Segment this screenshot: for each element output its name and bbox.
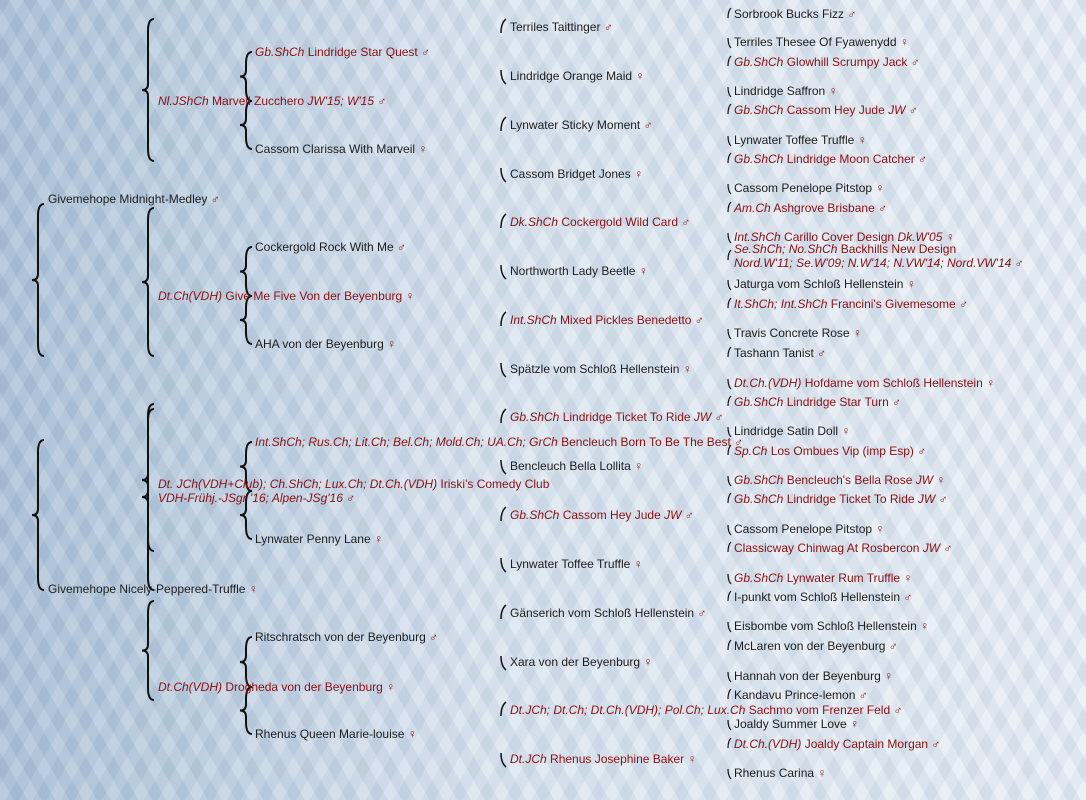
gen2-entry[interactable] — [255, 142, 427, 156]
gen3-entry[interactable] — [510, 264, 648, 278]
entry-name: Francini's Givemesome — [830, 297, 956, 311]
gen4-entry[interactable] — [734, 326, 862, 340]
gen2-entry[interactable] — [255, 337, 396, 351]
entry-name: Lynwater Toffee Truffle — [510, 557, 631, 571]
entry-title: Gb.ShCh — [255, 45, 305, 59]
gen1-entry[interactable] — [158, 289, 414, 303]
gen4-entry[interactable] — [734, 522, 884, 536]
female-icon: ♀ — [942, 230, 955, 244]
entry-name: Los Ombues Vip (imp Esp) — [770, 444, 914, 458]
brace-gen2 — [240, 687, 252, 734]
gen2-entry[interactable] — [255, 435, 743, 449]
entry-name: Backhills New Design — [840, 242, 957, 256]
male-icon: ♂ — [888, 395, 902, 409]
entry-name: Cassom Clarissa With Marveil — [255, 142, 416, 156]
entry-name: Cassom Penelope Pitstop — [734, 522, 873, 536]
male-icon: ♂ — [844, 7, 857, 21]
brace-gen3 — [501, 363, 506, 377]
brace-gen3 — [501, 656, 506, 670]
gen3-entry[interactable] — [510, 655, 652, 669]
entry-title: It.ShCh; Int.ShCh — [734, 297, 828, 311]
brace-gen3 — [501, 312, 506, 326]
brace-gen4 — [728, 38, 731, 48]
brace-gen4 — [728, 184, 731, 194]
entry-suffix: JW — [917, 492, 936, 506]
brace-gen4 — [728, 672, 731, 682]
female-icon: ♀ — [846, 717, 860, 731]
brace-gen4 — [728, 233, 731, 243]
male-icon: ♂ — [374, 94, 387, 108]
entry-name: Lindridge Saffron — [734, 84, 826, 98]
female-icon: ♀ — [872, 522, 885, 536]
female-icon: ♀ — [640, 655, 653, 669]
male-icon: ♂ — [813, 346, 827, 360]
entry-name: Glowhill Scrumpy Jack — [786, 55, 908, 69]
entry-title: Dt.Ch(VDH) — [158, 289, 223, 303]
brace-gen3 — [501, 558, 506, 572]
entry-name: Rhenus Carina — [734, 766, 815, 780]
male-icon: ♂ — [874, 201, 888, 215]
female-icon: ♀ — [383, 337, 397, 351]
entry-name: Classicway Chinwag At Rosbercon — [734, 541, 920, 555]
entry-name: Northworth Lady Beetle — [510, 264, 636, 278]
gen3-entry[interactable] — [510, 167, 643, 181]
entry-name: Lynwater Toffee Truffle — [734, 133, 855, 147]
brace-gen4 — [728, 298, 731, 308]
gen4-entry[interactable] — [734, 7, 856, 21]
male-icon: ♂ — [342, 491, 356, 505]
entry-name: Ritschratsch von der Beyenburg — [255, 630, 426, 644]
gen4-entry[interactable] — [734, 133, 867, 147]
entry-title: Dt.JCh; Dt.Ch; Dt.Ch.(VDH); Pol.Ch; Lux.Ch — [510, 703, 746, 717]
entry-name: Cockergold Wild Card — [561, 215, 679, 229]
gen3-entry[interactable] — [510, 557, 643, 571]
female-icon: ♀ — [933, 473, 946, 487]
brace-gen3 — [501, 753, 506, 767]
male-icon: ♂ — [640, 118, 653, 132]
brace-gen4 — [728, 622, 731, 632]
entry-title: Dt.JCh — [510, 752, 547, 766]
entry-name: Travis Concrete Rose — [734, 326, 850, 340]
entry-title: Gb.ShCh — [510, 410, 560, 424]
female-icon: ♀ — [630, 459, 644, 473]
gen4-entry[interactable] — [734, 717, 859, 731]
entry-name: Kandavu Prince-lemon — [734, 688, 856, 702]
entry-title: Sp.Ch — [734, 444, 768, 458]
gen3-entry[interactable] — [510, 215, 690, 229]
brace-gen3 — [501, 70, 506, 84]
female-icon: ♀ — [900, 571, 913, 585]
brace-gen0 — [32, 204, 44, 356]
male-icon: ♂ — [900, 590, 913, 604]
male-icon: ♂ — [940, 541, 953, 555]
male-icon: ♂ — [885, 639, 898, 653]
female-icon: ♀ — [632, 69, 645, 83]
male-icon: ♂ — [928, 737, 941, 751]
gen3-entry[interactable] — [510, 410, 724, 424]
entry-title: Se.ShCh; No.ShCh — [734, 242, 838, 256]
entry-name: Lynwater Penny Lane — [255, 532, 371, 546]
entry-name: Givemehope Nicely-Peppered-Truffle — [48, 582, 246, 596]
female-icon: ♀ — [916, 619, 930, 633]
gen3-entry[interactable] — [510, 313, 704, 327]
gen3-entry[interactable] — [510, 703, 902, 717]
male-icon: ♂ — [914, 152, 928, 166]
brace-gen3 — [501, 460, 506, 474]
male-icon: ♂ — [935, 492, 948, 506]
male-icon: ♂ — [393, 240, 407, 254]
male-icon: ♂ — [694, 606, 707, 620]
brace-gen3 — [501, 117, 506, 131]
entry-title: Gb.ShCh — [510, 508, 560, 522]
male-icon: ♂ — [711, 410, 724, 424]
entry-name: Carillo Cover Design — [784, 230, 895, 244]
entry-name: Lindridge Star Turn — [786, 395, 889, 409]
brace-gen3 — [501, 702, 506, 716]
entry-suffix: Nord.W'11; Se.W'09; N.W'14; N.VW'14; Nord.VW'14 — [734, 256, 1012, 270]
entry-title: Int.ShCh — [734, 230, 781, 244]
female-icon: ♀ — [982, 376, 996, 390]
entry-name: Give Me Five Von der Beyenburg — [225, 289, 403, 303]
brace-gen4 — [728, 689, 731, 699]
entry-name: Iriski's Comedy Club — [440, 477, 550, 491]
entry-title: Gb.ShCh — [734, 103, 784, 117]
female-icon: ♀ — [245, 582, 258, 596]
entry-name: Lindridge Satin Doll — [734, 424, 839, 438]
brace-gen4 — [728, 153, 731, 163]
entry-name: Terriles Taittinger — [510, 20, 601, 34]
gen3-entry[interactable] — [510, 69, 644, 83]
entry-name: Bencleuch Bella Lollita — [510, 459, 631, 473]
entry-name: Rhenus Josephine Baker — [550, 752, 685, 766]
entry-name: Spätzle vom Schloß Hellenstein — [510, 362, 680, 376]
brace-gen4 — [728, 87, 731, 97]
brace-gen4 — [728, 396, 731, 406]
brace-gen3 — [501, 19, 506, 33]
male-icon: ♂ — [890, 703, 903, 717]
female-icon: ♀ — [825, 84, 838, 98]
brace-gen4 — [728, 329, 731, 339]
gen2-entry[interactable] — [255, 532, 383, 546]
female-icon: ♀ — [635, 264, 648, 278]
entry-name: Lynwater Rum Truffle — [786, 571, 901, 585]
male-icon: ♂ — [600, 20, 613, 34]
female-icon: ♀ — [404, 727, 417, 741]
brace-gen4 — [728, 525, 731, 535]
gen1-entry[interactable] — [158, 477, 549, 505]
female-icon: ♀ — [684, 752, 697, 766]
gen2-entry[interactable] — [255, 630, 438, 644]
gen4-entry[interactable] — [734, 242, 1024, 270]
brace-gen4 — [728, 591, 731, 601]
gen4-entry[interactable] — [734, 376, 995, 390]
gen4-entry[interactable] — [734, 55, 920, 69]
male-icon: ♂ — [1011, 256, 1024, 270]
gen4-entry[interactable] — [734, 181, 884, 195]
entry-suffix: JW — [693, 410, 712, 424]
gen4-entry[interactable] — [734, 346, 826, 360]
gen1-entry[interactable] — [158, 680, 395, 694]
entry-name: Sachmo vom Frenzer Feld — [748, 703, 891, 717]
entry-name: Gänserich vom Schloß Hellenstein — [510, 606, 695, 620]
male-icon: ♂ — [730, 435, 744, 449]
entry-name: Bencleuch Born To Be The Best — [561, 435, 731, 449]
gen4-entry[interactable] — [734, 395, 901, 409]
female-icon: ♀ — [849, 326, 862, 340]
female-icon: ♀ — [872, 181, 885, 195]
female-icon: ♀ — [370, 532, 383, 546]
brace-gen4 — [728, 720, 731, 730]
entry-suffix: JW — [922, 541, 941, 555]
entry-title: Dt.Ch.(VDH) — [734, 737, 802, 751]
female-icon: ♀ — [903, 277, 916, 291]
entry-title: Dt. JCh(VDH+Club); Ch.ShCh; Lux.Ch; Dt.Ch.(VDH) — [158, 477, 438, 491]
entry-name: Givemehope Midnight-Medley — [48, 192, 208, 206]
gen3-entry[interactable] — [510, 118, 653, 132]
brace-gen4 — [728, 104, 731, 114]
entry-name: Lindridge Orange Maid — [510, 69, 633, 83]
male-icon: ♂ — [425, 630, 439, 644]
entry-name: Marveil Zucchero — [212, 94, 305, 108]
male-icon: ♂ — [417, 45, 431, 59]
entry-title: Int.ShCh; Rus.Ch; Lit.Ch; Bel.Ch; Mold.Ch; UA.Ch; GrCh — [255, 435, 558, 449]
brace-gen4 — [728, 476, 731, 486]
brace-gen4 — [728, 347, 731, 357]
male-icon: ♂ — [905, 103, 918, 117]
entry-title: Gb.ShCh — [734, 473, 784, 487]
female-icon: ♀ — [415, 142, 428, 156]
gen4-entry[interactable] — [734, 688, 868, 702]
brace-gen4 — [728, 640, 731, 650]
brace-gen3 — [501, 265, 506, 279]
entry-name: Lynwater Sticky Moment — [510, 118, 641, 132]
gen4-entry[interactable] — [734, 669, 893, 683]
brace-gen4 — [728, 56, 731, 66]
gen4-entry[interactable] — [734, 766, 826, 780]
entry-name: Cockergold Rock With Me — [255, 240, 394, 254]
entry-name: Joaldy Summer Love — [734, 717, 847, 731]
entry-name: Cassom Bridget Jones — [510, 167, 631, 181]
gen4-entry[interactable] — [734, 571, 912, 585]
female-icon: ♀ — [838, 424, 851, 438]
gen3-entry[interactable] — [510, 20, 613, 34]
gen4-entry[interactable] — [734, 541, 952, 555]
gen2-entry[interactable] — [255, 240, 406, 254]
entry-title: Gb.ShCh — [734, 571, 784, 585]
brace-gen2 — [240, 101, 252, 149]
brace-gen1 — [142, 19, 154, 161]
gen2-entry[interactable] — [255, 727, 417, 741]
gen0-entry[interactable] — [48, 192, 220, 206]
female-icon: ♀ — [630, 557, 643, 571]
entry-title: Am.Ch — [734, 201, 771, 215]
brace-gen4 — [728, 202, 731, 212]
female-icon: ♀ — [630, 167, 644, 181]
gen0-entry[interactable] — [48, 582, 258, 596]
entry-suffix: VDH-Frühj.-JSgr '16; Alpen-JSg'16 — [158, 491, 343, 505]
gen4-entry[interactable] — [734, 619, 929, 633]
gen4-entry[interactable] — [734, 35, 909, 49]
entry-title: Dt.Ch.(VDH) — [734, 376, 802, 390]
entry-title: Int.ShCh — [510, 313, 557, 327]
brace-gen4 — [728, 379, 731, 389]
gen4-entry[interactable] — [734, 473, 945, 487]
brace-gen3 — [501, 168, 506, 182]
gen4-entry[interactable] — [734, 590, 912, 604]
gen3-entry[interactable] — [510, 752, 696, 766]
gen3-entry[interactable] — [510, 362, 692, 376]
entry-name: Lindridge Moon Catcher — [786, 152, 915, 166]
brace-gen4 — [728, 136, 731, 146]
gen4-entry[interactable] — [734, 737, 940, 751]
entry-name: Tashann Tanist — [734, 346, 814, 360]
female-icon: ♀ — [880, 669, 894, 683]
gen4-entry[interactable] — [734, 444, 926, 458]
gen4-entry[interactable] — [734, 84, 838, 98]
gen4-entry[interactable] — [734, 152, 927, 166]
brace-gen4 — [728, 493, 731, 503]
entry-name: Xara von der Beyenburg — [510, 655, 641, 669]
gen4-entry[interactable] — [734, 492, 948, 506]
male-icon: ♂ — [955, 297, 969, 311]
entry-title: Dk.ShCh — [510, 215, 559, 229]
entry-title: Gb.ShCh — [734, 152, 784, 166]
gen3-entry[interactable] — [510, 508, 694, 522]
entry-name: Rhenus Queen Marie-louise — [255, 727, 405, 741]
brace-gen4 — [728, 574, 731, 584]
entry-name: Joaldy Captain Morgan — [804, 737, 929, 751]
brace-gen2 — [240, 296, 252, 344]
brace-gen1 — [142, 208, 154, 356]
male-icon: ♂ — [681, 508, 694, 522]
entry-name: Cassom Hey Jude — [786, 103, 885, 117]
gen3-entry[interactable] — [510, 459, 643, 473]
entry-suffix: JW — [664, 508, 682, 522]
gen4-entry[interactable] — [734, 201, 887, 215]
entry-name: Bencleuch's Bella Rose — [786, 473, 913, 487]
female-icon: ♀ — [854, 133, 867, 147]
entry-name: Lindridge Ticket To Ride — [562, 410, 691, 424]
entry-name: Drogheda von der Beyenburg — [225, 680, 383, 694]
entry-suffix: JW — [888, 103, 906, 117]
entry-title: Gb.ShCh — [734, 395, 784, 409]
female-icon: ♀ — [814, 766, 827, 780]
brace-gen3 — [501, 214, 506, 228]
entry-name: Terriles Thesee Of Fyawenydd — [734, 35, 897, 49]
male-icon: ♂ — [907, 55, 920, 69]
gen4-entry[interactable] — [734, 297, 968, 311]
male-icon: ♂ — [207, 192, 220, 206]
entry-name: Ashgrove Brisbane — [773, 201, 875, 215]
brace-gen4 — [728, 738, 731, 748]
entry-name: AHA von der Beyenburg — [255, 337, 384, 351]
female-icon: ♀ — [896, 35, 909, 49]
brace-gen0 — [32, 440, 44, 590]
brace-gen4 — [728, 769, 731, 779]
entry-title: Nl.JShCh — [158, 94, 209, 108]
entry-name: Mixed Pickles Benedetto — [560, 313, 692, 327]
entry-name: Jaturga vom Schloß Hellenstein — [734, 277, 904, 291]
gen2-entry[interactable] — [255, 45, 430, 59]
entry-name: Lindridge Ticket To Ride — [786, 492, 915, 506]
brace-gen3 — [501, 507, 506, 521]
entry-suffix: JW'15; W'15 — [307, 94, 375, 108]
gen4-entry[interactable] — [734, 277, 916, 291]
entry-title: Gb.ShCh — [734, 55, 784, 69]
brace-gen3 — [501, 409, 506, 423]
male-icon: ♂ — [855, 688, 868, 702]
gen4-entry[interactable] — [734, 639, 898, 653]
gen4-entry[interactable] — [734, 103, 918, 117]
female-icon: ♀ — [382, 680, 396, 694]
gen3-entry[interactable] — [510, 606, 706, 620]
entry-name: Eisbombe vom Schloß Hellenstein — [734, 619, 917, 633]
female-icon: ♀ — [402, 289, 415, 303]
male-icon: ♂ — [691, 313, 704, 327]
entry-name: Hofdame vom Schloß Hellenstein — [804, 376, 983, 390]
entry-title: Dt.Ch(VDH) — [158, 680, 223, 694]
brace-gen3 — [501, 605, 506, 619]
entry-name: Hannah von der Beyenburg — [734, 669, 881, 683]
entry-name: I-punkt vom Schloß Hellenstein — [734, 590, 901, 604]
male-icon: ♂ — [678, 215, 691, 229]
male-icon: ♂ — [913, 444, 927, 458]
brace-gen1 — [142, 601, 154, 700]
brace-gen4 — [728, 250, 731, 260]
entry-title: Gb.ShCh — [734, 492, 784, 506]
entry-name: Lindridge Star Quest — [307, 45, 418, 59]
entry-name: Cassom Penelope Pitstop — [734, 181, 873, 195]
brace-gen4 — [728, 8, 731, 18]
brace-gen4 — [728, 542, 731, 552]
entry-name: Cassom Hey Jude — [562, 508, 661, 522]
entry-suffix: Dk.W'05 — [897, 230, 943, 244]
gen1-entry[interactable] — [158, 94, 386, 108]
entry-suffix: JW — [915, 473, 934, 487]
entry-name: Sorbrook Bucks Fizz — [734, 7, 845, 21]
female-icon: ♀ — [679, 362, 692, 376]
entry-name: McLaren von der Beyenburg — [734, 639, 886, 653]
gen4-entry[interactable] — [734, 424, 850, 438]
brace-gen4 — [728, 280, 731, 290]
